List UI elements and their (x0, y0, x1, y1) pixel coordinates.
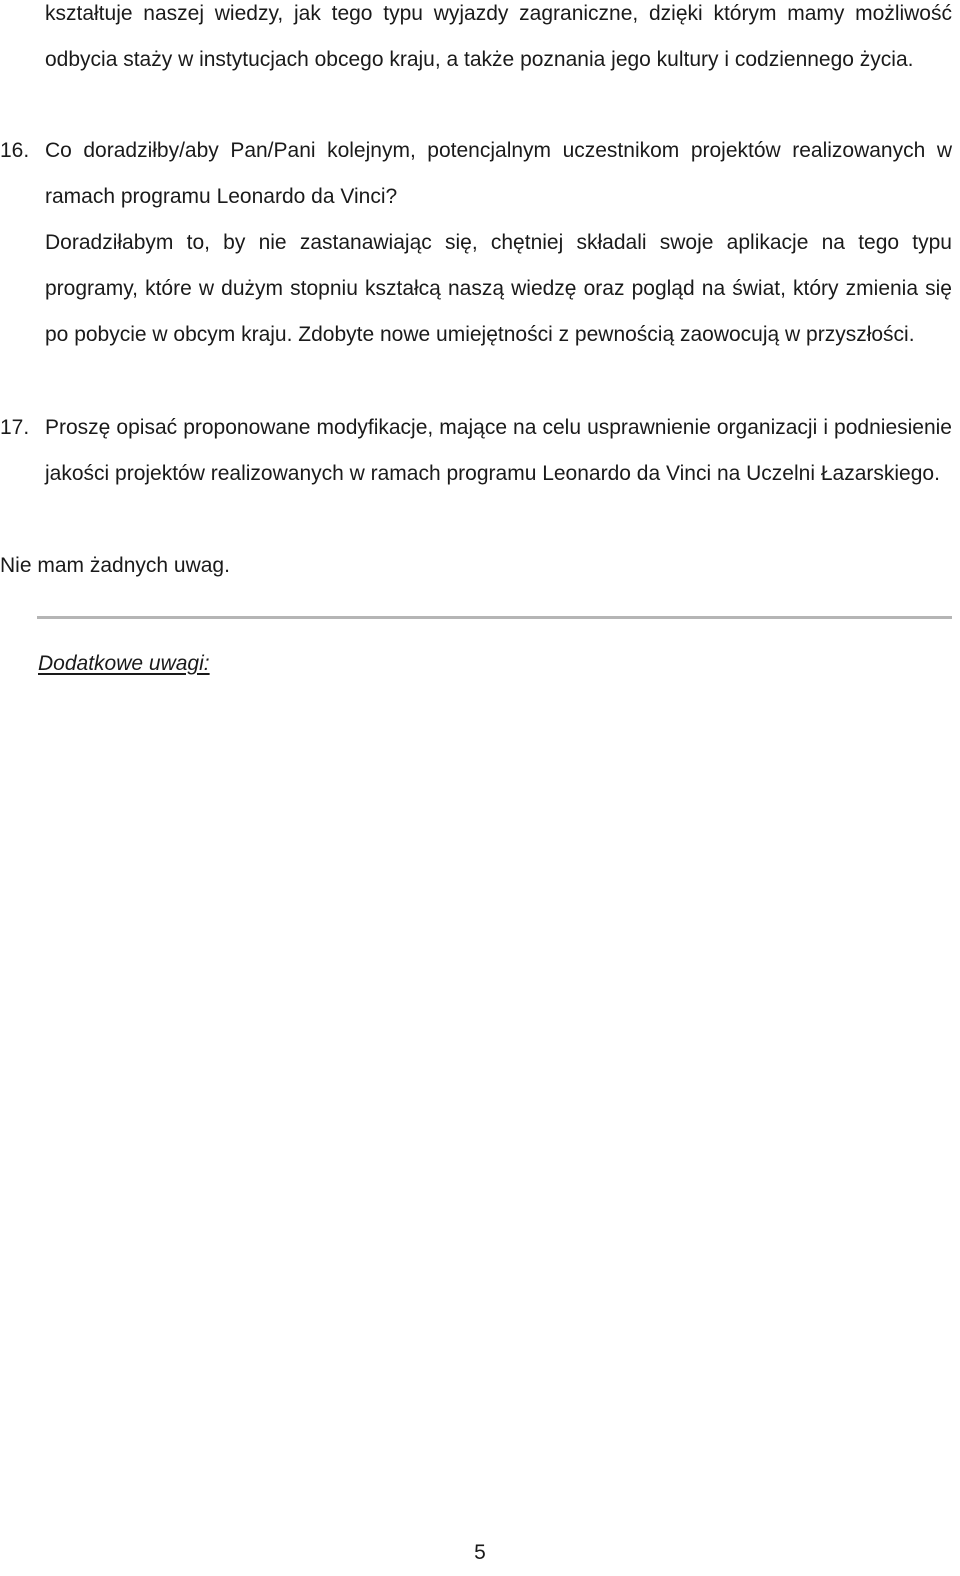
question-17-number: 17. (0, 416, 30, 439)
question-17-text: Proszę opisać proponowane modyfikacje, mające na celu usprawnienie organizacji i podniesienie jakości projektów realizowanych w ramach programu Leonardo da Vinci na Uczelni Łazarskiego. (45, 416, 952, 485)
question-16 (0, 128, 952, 220)
answer-16: Doradziłabym to, by nie zastanawiając się, chętniej składali swoje aplikacje na tego typu programy, które w dużym stopniu kształcą naszą wiedzę oraz pogląd na świat, który zmienia się po pobycie w obcym kraju. Zdobyte nowe umiejętności z pewnością zaowocują w przyszłości. (45, 231, 952, 346)
intro-continuation-paragraph: kształtuje naszej wiedzy, jak tego typu wyjazdy zagraniczne, dzięki którym mamy możliwość odbycia staży w instytucjach obcego kraju, a także poznania jego kultury i codziennego życia. (45, 2, 952, 71)
page-number: 5 (474, 1541, 486, 1564)
question-16-text: Co doradziłby/aby Pan/Pani kolejnym, potencjalnym uczestnikom projektów realizowanych w ramach programu Leonardo da Vinci? (45, 139, 952, 208)
answer-17: Nie mam żadnych uwag. (0, 554, 230, 577)
question-16-number: 16. (0, 139, 30, 162)
extra-notes-heading: Dodatkowe uwagi: (38, 652, 210, 675)
question-17 (0, 405, 952, 497)
section-divider (37, 616, 952, 619)
